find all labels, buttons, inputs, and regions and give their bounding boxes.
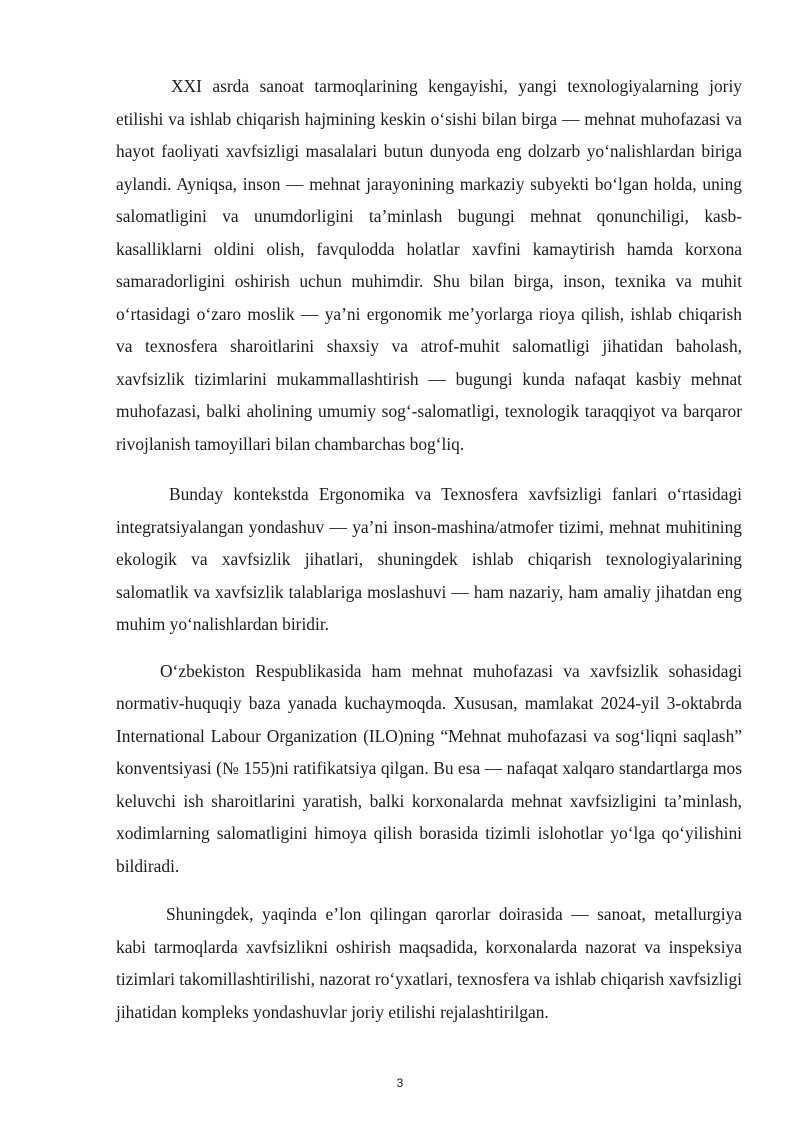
paragraph: XXI asrda sanoat tarmoqlarining kengayishi, yangi texnologiyalarning joriy etilishi va ishlab chiqarish hajmining keskin o‘sishi bilan birga — mehnat muhofazasi va hayot faoliyati xavfsizligi masalalari butun dunyoda eng dolzarb yo‘nalishlardan biriga aylandi. Ayniqsa, inson — mehnat jarayonining markaziy subyekti bo‘lgan holda, uning salomatligini va unumdorligini ta’minlash bugungi mehnat qonunchiligi, kasb-kasalliklarni oldini olish, favqulodda holatlar xavfini kamaytirish hamda korxona samaradorligini oshirish uchun muhimdir. Shu bilan birga, inson, texnika va muhit o‘rtasidagi o‘zaro moslik — ya’ni ergonomik me’yorlarga rioya qilish, ishlab chiqarish va texnosfera sharoitlarini shaxsiy va atrof-muhit salomatligi jihatidan baholash, xavfsizlik tizimlarini mukammallashtirish — bugungi kunda nafaqat kasbiy mehnat muhofazasi, balki aholining umumiy sog‘-salomatligi, texnologik taraqqiyot va barqaror rivojlanish tamoyillari bilan chambarchas bog‘liq. — [116, 76, 742, 454]
page-number: 3 — [396, 1076, 404, 1090]
paragraph: Bunday kontekstda Ergonomika va Texnosfera xavfsizligi fanlari o‘rtasidagi integratsiyalangan yondashuv — ya’ni inson-mashina/atmofer tizimi, mehnat muhitining ekologik va xavfsizlik jihatlari, shuningdek ishlab chiqarish texnologiyalarining salomatlik va xavfsizlik talablariga moslashuvi — ham nazariy, ham amaliy jihatdan eng muhim yo‘nalishlardan biridir. — [116, 484, 742, 634]
paragraph: O‘zbekiston Respublikasida ham mehnat muhofazasi va xavfsizlik sohasidagi normativ-huquqiy baza yanada kuchaymoqda. Xususan, mamlakat 2024-yil 3-oktabrda International Labour Organization (ILO)ning “Mehnat muhofazasi va sog‘liqni saqlash” konventsiyasi (№ 155)ni ratifikatsiya qilgan. Bu esa — nafaqat xalqaro standartlarga mos keluvchi ish sharoitlarini yaratish, balki korxonalarda mehnat xavfsizligini ta’minlash, xodimlarning salomatligini himoya qilish borasida tizimli islohotlar yo‘lga qo‘yilishini bildiradi. — [116, 660, 742, 876]
paragraph: Shuningdek, yaqinda e’lon qilingan qarorlar doirasida — sanoat, metallurgiya kabi tarmoqlarda xavfsizlikni oshirish maqsadida, korxonalarda nazorat va inspeksiya tizimlari takomillashtirilishi, nazorat ro‘yxatlari, texnosfera va ishlab chiqarish xavfsizligi jihatidan kompleks yondashuvlar joriy etilishi rejalashtirilgan. — [116, 904, 742, 1022]
document-body — [116, 70, 742, 1028]
